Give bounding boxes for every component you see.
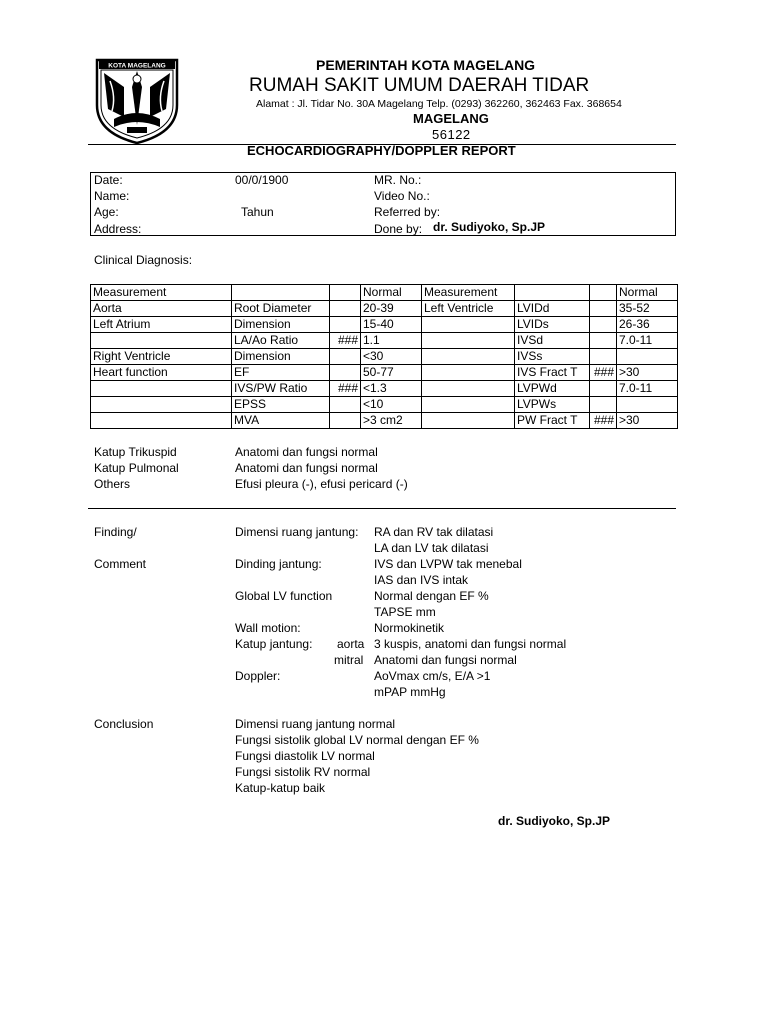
table-cell: Aorta <box>91 301 232 317</box>
table-cell: <30 <box>361 349 422 365</box>
table-cell: Heart function <box>91 365 232 381</box>
doppler-value-1: AoVmax cm/s, E/A >1 <box>374 669 491 683</box>
date-value: 00/0/1900 <box>235 173 289 187</box>
aorta-value: 3 kuspis, anatomi dan fungsi normal <box>374 637 567 651</box>
table-cell <box>422 349 515 365</box>
table-cell: IVS/PW Ratio <box>232 381 330 397</box>
mitral-label: mitral <box>334 653 364 667</box>
table-cell: 1.1 <box>361 333 422 349</box>
dimensi-value-1: RA dan RV tak dilatasi <box>374 525 494 539</box>
table-cell: 26-36 <box>617 317 678 333</box>
table-row <box>91 397 678 413</box>
table-cell: LA/Ao Ratio <box>232 333 330 349</box>
conclusion-line: Dimensi ruang jantung normal <box>235 717 396 731</box>
table-cell: 35-52 <box>617 301 678 317</box>
valve-label-pulmonal: Katup Pulmonal <box>94 461 179 475</box>
valve-label-trikuspid: Katup Trikuspid <box>94 445 177 459</box>
age-label: Age: <box>94 205 119 219</box>
conclusion-line: Katup-katup baik <box>235 781 326 795</box>
done-by-label: Done by: <box>374 222 423 236</box>
table-cell <box>422 365 515 381</box>
finding-label: Finding/ <box>94 525 137 539</box>
table-cell: Root Diameter <box>232 301 330 317</box>
table-cell: ### <box>590 365 617 381</box>
table-cell <box>91 333 232 349</box>
table-row <box>91 349 678 365</box>
table-cell <box>422 413 515 429</box>
table-row <box>91 317 678 333</box>
table-cell: IVSs <box>515 349 590 365</box>
table-row <box>91 333 678 349</box>
wall-motion-label: Wall motion: <box>235 621 301 635</box>
section-divider <box>88 508 676 509</box>
table-cell <box>330 413 361 429</box>
global-lv-value-2: TAPSE mm <box>374 605 436 619</box>
valve-value-pulmonal: Anatomi dan fungsi normal <box>235 461 378 475</box>
table-cell <box>330 397 361 413</box>
report-title: ECHOCARDIOGRAPHY/DOPPLER REPORT <box>247 143 516 158</box>
table-row <box>91 285 678 301</box>
signature: dr. Sudiyoko, Sp.JP <box>498 814 611 828</box>
others-label: Others <box>94 477 131 491</box>
table-cell <box>590 381 617 397</box>
comment-label: Comment <box>94 557 147 571</box>
table-cell: 50-77 <box>361 365 422 381</box>
hospital-city: MAGELANG <box>413 111 489 126</box>
table-cell <box>590 397 617 413</box>
name-label: Name: <box>94 189 130 203</box>
table-cell: 7.0-11 <box>617 333 678 349</box>
table-cell: IVSd <box>515 333 590 349</box>
kota-magelang-logo <box>94 57 180 145</box>
video-label: Video No.: <box>374 189 430 203</box>
conclusion-line: Fungsi sistolik RV normal <box>235 765 371 779</box>
address-label: Address: <box>94 222 142 236</box>
table-cell <box>422 317 515 333</box>
table-cell: EF <box>232 365 330 381</box>
table-cell: PW Fract T <box>515 413 590 429</box>
others-value: Efusi pleura (-), efusi pericard (-) <box>235 477 408 491</box>
conclusion-line: Fungsi sistolik global LV normal dengan EF % <box>235 733 479 747</box>
global-lv-label: Global LV function <box>235 589 333 603</box>
hospital-name: RUMAH SAKIT UMUM DAERAH TIDAR <box>249 75 590 96</box>
table-cell: ### <box>590 413 617 429</box>
mitral-value: Anatomi dan fungsi normal <box>374 653 517 667</box>
referred-label: Referred by: <box>374 205 441 219</box>
table-cell <box>330 349 361 365</box>
table-cell <box>590 301 617 317</box>
global-lv-value-1: Normal dengan EF % <box>374 589 489 603</box>
table-cell: 15-40 <box>361 317 422 333</box>
table-cell <box>330 301 361 317</box>
table-cell <box>590 285 617 301</box>
dimensi-value-2: LA dan LV tak dilatasi <box>374 541 489 555</box>
clinical-diagnosis-label: Clinical Diagnosis: <box>94 253 193 267</box>
table-cell: Left Ventricle <box>422 301 515 317</box>
dinding-label: Dinding jantung: <box>235 557 322 571</box>
table-cell: <1.3 <box>361 381 422 397</box>
table-cell <box>91 413 232 429</box>
table-cell <box>91 381 232 397</box>
table-cell <box>515 285 590 301</box>
table-cell: Measurement <box>422 285 515 301</box>
table-cell <box>590 333 617 349</box>
measurement-table <box>90 284 678 429</box>
government-name: PEMERINTAH KOTA MAGELANG <box>316 57 536 73</box>
valve-value-trikuspid: Anatomi dan fungsi normal <box>235 445 378 459</box>
dimensi-label: Dimensi ruang jantung: <box>235 525 359 539</box>
table-cell: ### <box>330 333 361 349</box>
table-cell <box>590 317 617 333</box>
katup-jantung-label: Katup jantung: <box>235 637 313 651</box>
hospital-address: Alamat : Jl. Tidar No. 30A Magelang Telp. (0293) 362260, 362463 Fax. 368654 <box>256 98 622 110</box>
table-row <box>91 301 678 317</box>
table-cell: LVIDs <box>515 317 590 333</box>
table-cell <box>91 397 232 413</box>
table-cell: Dimension <box>232 349 330 365</box>
table-cell: <10 <box>361 397 422 413</box>
table-cell: LVPWs <box>515 397 590 413</box>
doppler-label: Doppler: <box>235 669 281 683</box>
aorta-label: aorta <box>337 637 365 651</box>
table-cell <box>422 333 515 349</box>
table-row <box>91 365 678 381</box>
table-row <box>91 381 678 397</box>
table-cell <box>330 365 361 381</box>
table-cell: >3 cm2 <box>361 413 422 429</box>
table-cell <box>422 381 515 397</box>
table-cell: Normal <box>617 285 678 301</box>
table-cell: Right Ventricle <box>91 349 232 365</box>
dinding-value-2: IAS dan IVS intak <box>374 573 469 587</box>
table-cell <box>422 397 515 413</box>
table-cell: Measurement <box>91 285 232 301</box>
table-cell: 20-39 <box>361 301 422 317</box>
table-row <box>91 413 678 429</box>
age-value: Tahun <box>241 205 274 219</box>
conclusion-line: Fungsi diastolik LV normal <box>235 749 375 763</box>
mr-label: MR. No.: <box>374 173 422 187</box>
doppler-value-2: mPAP mmHg <box>374 685 446 699</box>
table-cell: >30 <box>617 413 678 429</box>
table-cell <box>330 317 361 333</box>
table-cell: IVS Fract T <box>515 365 590 381</box>
table-cell: >30 <box>617 365 678 381</box>
logo-text: KOTA MAGELANG <box>108 62 166 70</box>
table-cell <box>617 349 678 365</box>
date-label: Date: <box>94 173 123 187</box>
table-cell: EPSS <box>232 397 330 413</box>
table-cell: Left Atrium <box>91 317 232 333</box>
table-cell: 7.0-11 <box>617 381 678 397</box>
table-cell <box>590 349 617 365</box>
table-cell <box>232 285 330 301</box>
table-cell <box>617 397 678 413</box>
dinding-value-1: IVS dan LVPW tak menebal <box>374 557 522 571</box>
table-cell: ### <box>330 381 361 397</box>
table-cell: MVA <box>232 413 330 429</box>
table-cell: Normal <box>361 285 422 301</box>
postal-code: 56122 <box>432 127 471 142</box>
conclusion-label: Conclusion <box>94 717 154 731</box>
done-by-value: dr. Sudiyoko, Sp.JP <box>433 220 546 234</box>
wall-motion-value: Normokinetik <box>374 621 445 635</box>
table-cell: LVIDd <box>515 301 590 317</box>
table-cell <box>330 285 361 301</box>
table-cell: LVPWd <box>515 381 590 397</box>
table-cell: Dimension <box>232 317 330 333</box>
